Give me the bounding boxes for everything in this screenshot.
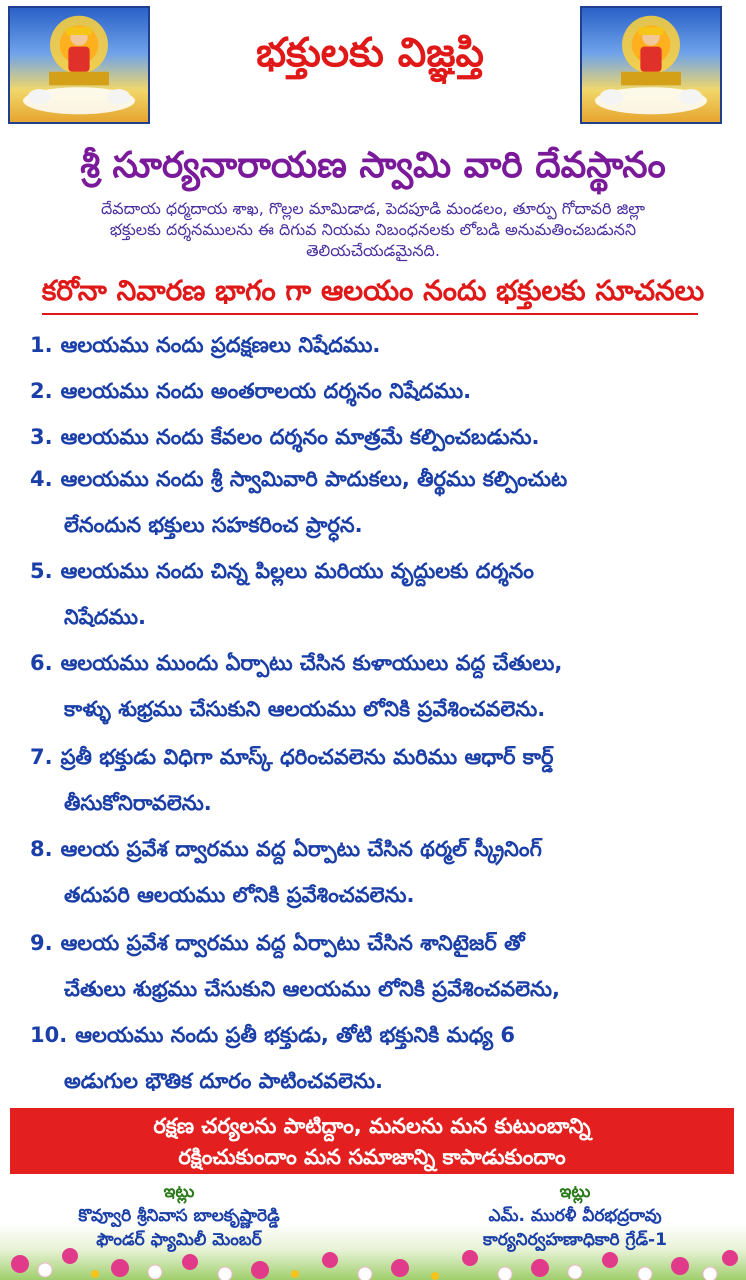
rule-number: 2.: [30, 379, 53, 403]
rule-text-continued: చేతులు శుభ్రము చేసుకుని ఆలయము లోనికి ప్రవేశించవలెను,: [64, 977, 561, 1001]
rule-text-continued: అడుగుల భౌతిక దూరం పాటించవలెను.: [64, 1069, 383, 1093]
rule-number: 7.: [30, 745, 53, 769]
rule-number: 6.: [30, 651, 53, 675]
rule-item-7: [30, 734, 720, 826]
appeal-banner: [10, 1108, 734, 1174]
rule-text-continued: కాళ్ళు శుభ్రము చేసుకుని ఆలయము లోనికి ప్రవేశించవలెను.: [64, 697, 546, 721]
rule-number: 8.: [30, 837, 53, 861]
rule-text: ఆలయము నందు ప్రతీ భక్తుడు, తోటి భక్తునికి మధ్య 6: [75, 1023, 515, 1047]
sun-god-icon: [582, 8, 720, 122]
rule-text: ఆలయము నందు చిన్న పిల్లలు మరియు వృద్దులకు దర్శనం: [60, 559, 534, 583]
page-title: భక్తులకు విజ్ఞప్తి: [256, 30, 484, 76]
signatory-name: కొవ్వూరి శ్రీనివాస బాలకృష్ణారెడ్డి: [78, 1206, 280, 1226]
rule-number: 5.: [30, 559, 53, 583]
address-line-1: దేవదాయ ధర్మదాయ శాఖ, గొల్లల మామిడాడ, పెదపూడి మండలం, తూర్పు గోదావరి జిల్లా: [100, 199, 646, 218]
rule-item-8: [30, 826, 720, 918]
rule-number: 4.: [30, 467, 53, 491]
rule-text: ఆలయము నందు కేవలం దర్శనం మాత్రమే కల్పించబడును.: [60, 425, 540, 449]
signature-itlu: ఇట్లు: [559, 1182, 591, 1202]
rule-item-9: [30, 920, 720, 1012]
rule-text-continued: తీసుకోనిరావలెను.: [64, 791, 212, 815]
rule-item-5: [30, 548, 720, 640]
deity-image-right: [580, 6, 722, 124]
deity-image-left: [8, 6, 150, 124]
rule-item-2: [30, 368, 720, 414]
rule-item-4: [30, 456, 720, 548]
banner-line-1: రక్షణ చర్యలను పాటిద్దాం, మనలను మన కుటుంబాన్ని: [153, 1114, 591, 1138]
rule-item-1: [30, 322, 720, 368]
sun-god-icon: [10, 8, 148, 122]
rule-text: ఆలయ ప్రవేశ ద్వారము వద్ద ఏర్పాటు చేసిన శానిటైజర్ తో: [60, 931, 525, 955]
signature-left: [14, 1180, 344, 1252]
rule-text: ఆలయము ముందు ఏర్పాటు చేసిన కుళాయులు వద్ద చేతులు,: [60, 651, 563, 675]
address-line-2: భక్తులకు దర్శనములను ఈ దిగువ నియమ నిబంధనలకు లోబడి అనుమతించబడునని: [109, 220, 637, 239]
rule-text: ఆలయము నందు శ్రీ స్వామివారి పాదుకలు, తీర్థము కల్పించుట: [60, 467, 568, 491]
rule-number: 3.: [30, 425, 53, 449]
temple-address: [20, 198, 726, 261]
rule-text: ఆలయము నందు ప్రదక్షణలు నిషేదము.: [60, 333, 381, 357]
rule-text: ఆలయము నందు అంతరాలయ దర్శనం నిషేదము.: [60, 379, 472, 403]
signatory-name: ఎమ్. మురళీ వీరభద్రరావు: [488, 1206, 662, 1226]
rule-text-continued: నిషేదము.: [64, 605, 147, 629]
rule-item-3: [30, 414, 720, 460]
rule-text-continued: లేనందున భక్తులు సహకరించ ప్రార్ధన.: [64, 513, 363, 537]
rule-number: 9.: [30, 931, 53, 955]
signature-right: [410, 1180, 740, 1252]
signatory-role: కార్యనిర్వహణాధికారి గ్రేడ్-1: [483, 1230, 667, 1250]
signature-itlu: ఇట్లు: [163, 1182, 195, 1202]
banner-line-2: రక్షించుకుందాం మన సమాజాన్ని కాపాడుకుందాం: [178, 1145, 566, 1169]
rule-text: ప్రతీ భక్తుడు విధిగా మాస్క్ ధరించవలెను మరిము ఆధార్ కార్డ్: [60, 745, 554, 769]
rule-number: 1.: [30, 333, 53, 357]
rule-item-6: [30, 640, 720, 732]
temple-name: శ్రీ సూర్యనారాయణ స్వామి వారి దేవస్థానం: [80, 145, 666, 186]
signatory-role: ఫౌండర్ ఫ్యామిలీ మెంబర్: [96, 1230, 262, 1250]
rule-number: 10.: [30, 1023, 68, 1047]
instructions-heading: కరోనా నివారణ భాగం గా ఆలయం నందు భక్తులకు సూచనలు: [41, 274, 705, 307]
rule-item-10: [30, 1012, 720, 1104]
rule-text: ఆలయ ప్రవేశ ద్వారము వద్ద ఏర్పాటు చేసిన థర్మల్ స్క్రీనింగ్: [60, 837, 542, 861]
rule-text-continued: తదుపరి ఆలయము లోనికి ప్రవేశించవలెను.: [64, 883, 415, 907]
heading-underline: [42, 313, 698, 315]
address-line-3: తెలియచేయడమైనది.: [306, 241, 440, 260]
